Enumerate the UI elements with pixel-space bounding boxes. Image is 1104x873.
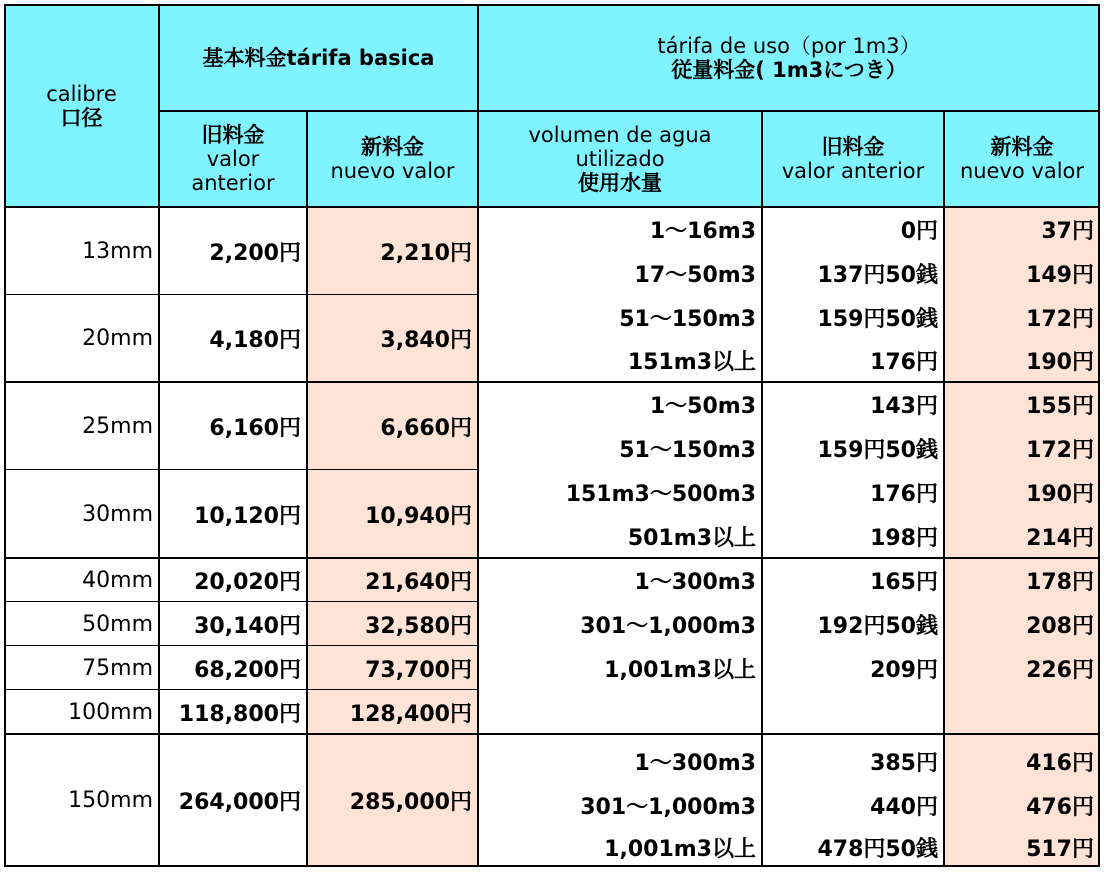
header-basic [159,4,478,111]
usage-new-cell: 190円 [1026,481,1094,507]
header-mid-line [159,110,1100,112]
basic-new-cell: 2,210円 [380,240,472,266]
hline [4,601,478,602]
header-volume [478,111,762,207]
usage-new-cell: 476円 [1026,794,1094,820]
volume-cell: 151m3～500m3 [565,481,756,507]
usage-old-cell: 198円 [870,525,938,551]
usage-new-cell: 214円 [1026,525,1094,551]
calibre-cell: 50mm [82,611,153,637]
usage-old-cell: 176円 [870,481,938,507]
basic-old-cell: 10,120円 [194,503,301,529]
hline [4,469,478,470]
header-calibre [4,4,159,207]
header-volume-es1: volumen de agua [528,123,712,147]
basic-old-cell: 118,800円 [178,701,301,727]
border-right [1098,4,1100,867]
calibre-cell: 30mm [82,501,153,527]
hline [4,557,1100,559]
usage-old-cell: 209円 [870,657,938,683]
header-basic-old-es2: anterior [191,171,275,195]
usage-new-cell: 172円 [1026,306,1094,332]
basic-new-cell: 73,700円 [365,657,472,683]
calibre-cell: 75mm [82,655,153,681]
volume-cell: 1～300m3 [634,750,756,776]
header-calibre-ja: 口径 [60,105,103,130]
header-basic-new-ja: 新料金 [361,135,424,159]
volume-cell: 1,001m3以上 [604,836,756,862]
header-usage-old-ja: 旧料金 [821,135,885,159]
header-usage-old-es: valor anterior [781,159,925,183]
basic-new-cell: 32,580円 [365,613,472,639]
usage-new-cell: 37円 [1041,218,1094,244]
usage-old-cell: 165円 [870,569,938,595]
usage-new-cell: 155円 [1026,393,1094,419]
calibre-cell: 40mm [82,567,153,593]
hline [4,689,478,690]
volume-cell: 1,001m3以上 [604,657,756,683]
volume-cell: 1～300m3 [634,569,756,595]
basic-new-cell: 128,400円 [349,701,472,727]
volume-cell: 17～50m3 [634,262,756,288]
volume-cell: 51～150m3 [619,437,756,463]
calibre-cell: 100mm [68,699,153,725]
header-basic-new-es: nuevo valor [330,159,455,183]
hline [4,733,1100,735]
header-calibre-es: calibre [46,81,117,106]
usage-new-cell: 226円 [1026,657,1094,683]
vline-usage [477,4,479,867]
volume-cell: 51～150m3 [619,306,756,332]
basic-old-cell: 68,200円 [194,657,301,683]
vline-basic-old [306,111,308,867]
usage-new-cell: 208円 [1026,613,1094,639]
header-usage [478,4,1100,111]
usage-new-cell: 416円 [1026,750,1094,776]
usage-new-cell: 190円 [1026,350,1094,375]
usage-old-cell: 192円50銭 [817,613,938,639]
header-basic-old [159,111,307,207]
header-volume-ja: 使用水量 [578,171,662,195]
vline-calibre [158,4,160,867]
calibre-cell: 150mm [68,788,153,813]
volume-cell: 301～1,000m3 [580,794,756,820]
basic-old-cell: 6,160円 [209,415,301,441]
basic-old-cell: 20,020円 [194,569,301,595]
calibre-cell: 13mm [82,238,153,264]
usage-new-cell: 178円 [1026,569,1094,595]
header-basic-new [307,111,478,207]
usage-new-cell: 517円 [1026,836,1094,862]
usage-old-cell: 440円 [870,794,938,820]
usage-old-cell: 159円50銭 [817,306,938,332]
volume-cell: 301～1,000m3 [580,613,756,639]
header-basic-label: 基本料金tárifa basica [202,45,435,70]
basic-old-cell: 264,000円 [178,790,301,815]
header-usage-es: tárifa de uso（por 1m3） [657,33,921,58]
water-rate-table [4,4,1100,867]
usage-old-cell: 137円50銭 [817,262,938,288]
volume-cell: 1～16m3 [649,218,756,244]
basic-new-cell: 6,660円 [380,415,472,441]
volume-cell: 501m3以上 [627,525,756,551]
volume-cell: 1～50m3 [649,393,756,419]
hline [4,645,478,646]
basic-old-cell: 4,180円 [209,328,301,353]
vline-volume [761,111,763,867]
header-usage-new-ja: 新料金 [990,135,1054,159]
basic-new-cell: 10,940円 [365,503,472,529]
border-bottom [4,865,1100,867]
usage-old-cell: 0円 [900,218,938,244]
usage-old-cell: 143円 [870,393,938,419]
hline [4,381,1100,383]
basic-old-cell: 30,140円 [194,613,301,639]
basic-new-cell: 3,840円 [380,328,472,353]
usage-old-cell: 159円50銭 [817,437,938,463]
usage-new-cell: 149円 [1026,262,1094,288]
basic-new-cell: 21,640円 [365,569,472,595]
usage-old-cell: 176円 [870,350,938,375]
basic-new-cell: 285,000円 [349,790,472,815]
hline [4,294,478,295]
header-volume-es2: utilizado [575,147,665,171]
header-basic-old-es1: valor [206,147,260,171]
border-top [4,4,1100,6]
header-basic-old-ja: 旧料金 [201,123,265,147]
calibre-cell: 20mm [82,326,153,351]
volume-cell: 151m3以上 [627,350,756,375]
header-bottom-line [4,206,1100,208]
border-left [4,4,6,867]
usage-new-cell: 172円 [1026,437,1094,463]
usage-old-cell: 385円 [870,750,938,776]
header-usage-new-es: nuevo valor [959,159,1085,183]
calibre-cell: 25mm [82,413,153,439]
header-usage-ja: 従量料金( 1m3につき） [671,57,907,82]
basic-old-cell: 2,200円 [209,240,301,266]
vline-usage-old [943,111,945,867]
usage-old-cell: 478円50銭 [817,836,938,862]
header-usage-old [762,111,944,207]
header-usage-new [944,111,1100,207]
